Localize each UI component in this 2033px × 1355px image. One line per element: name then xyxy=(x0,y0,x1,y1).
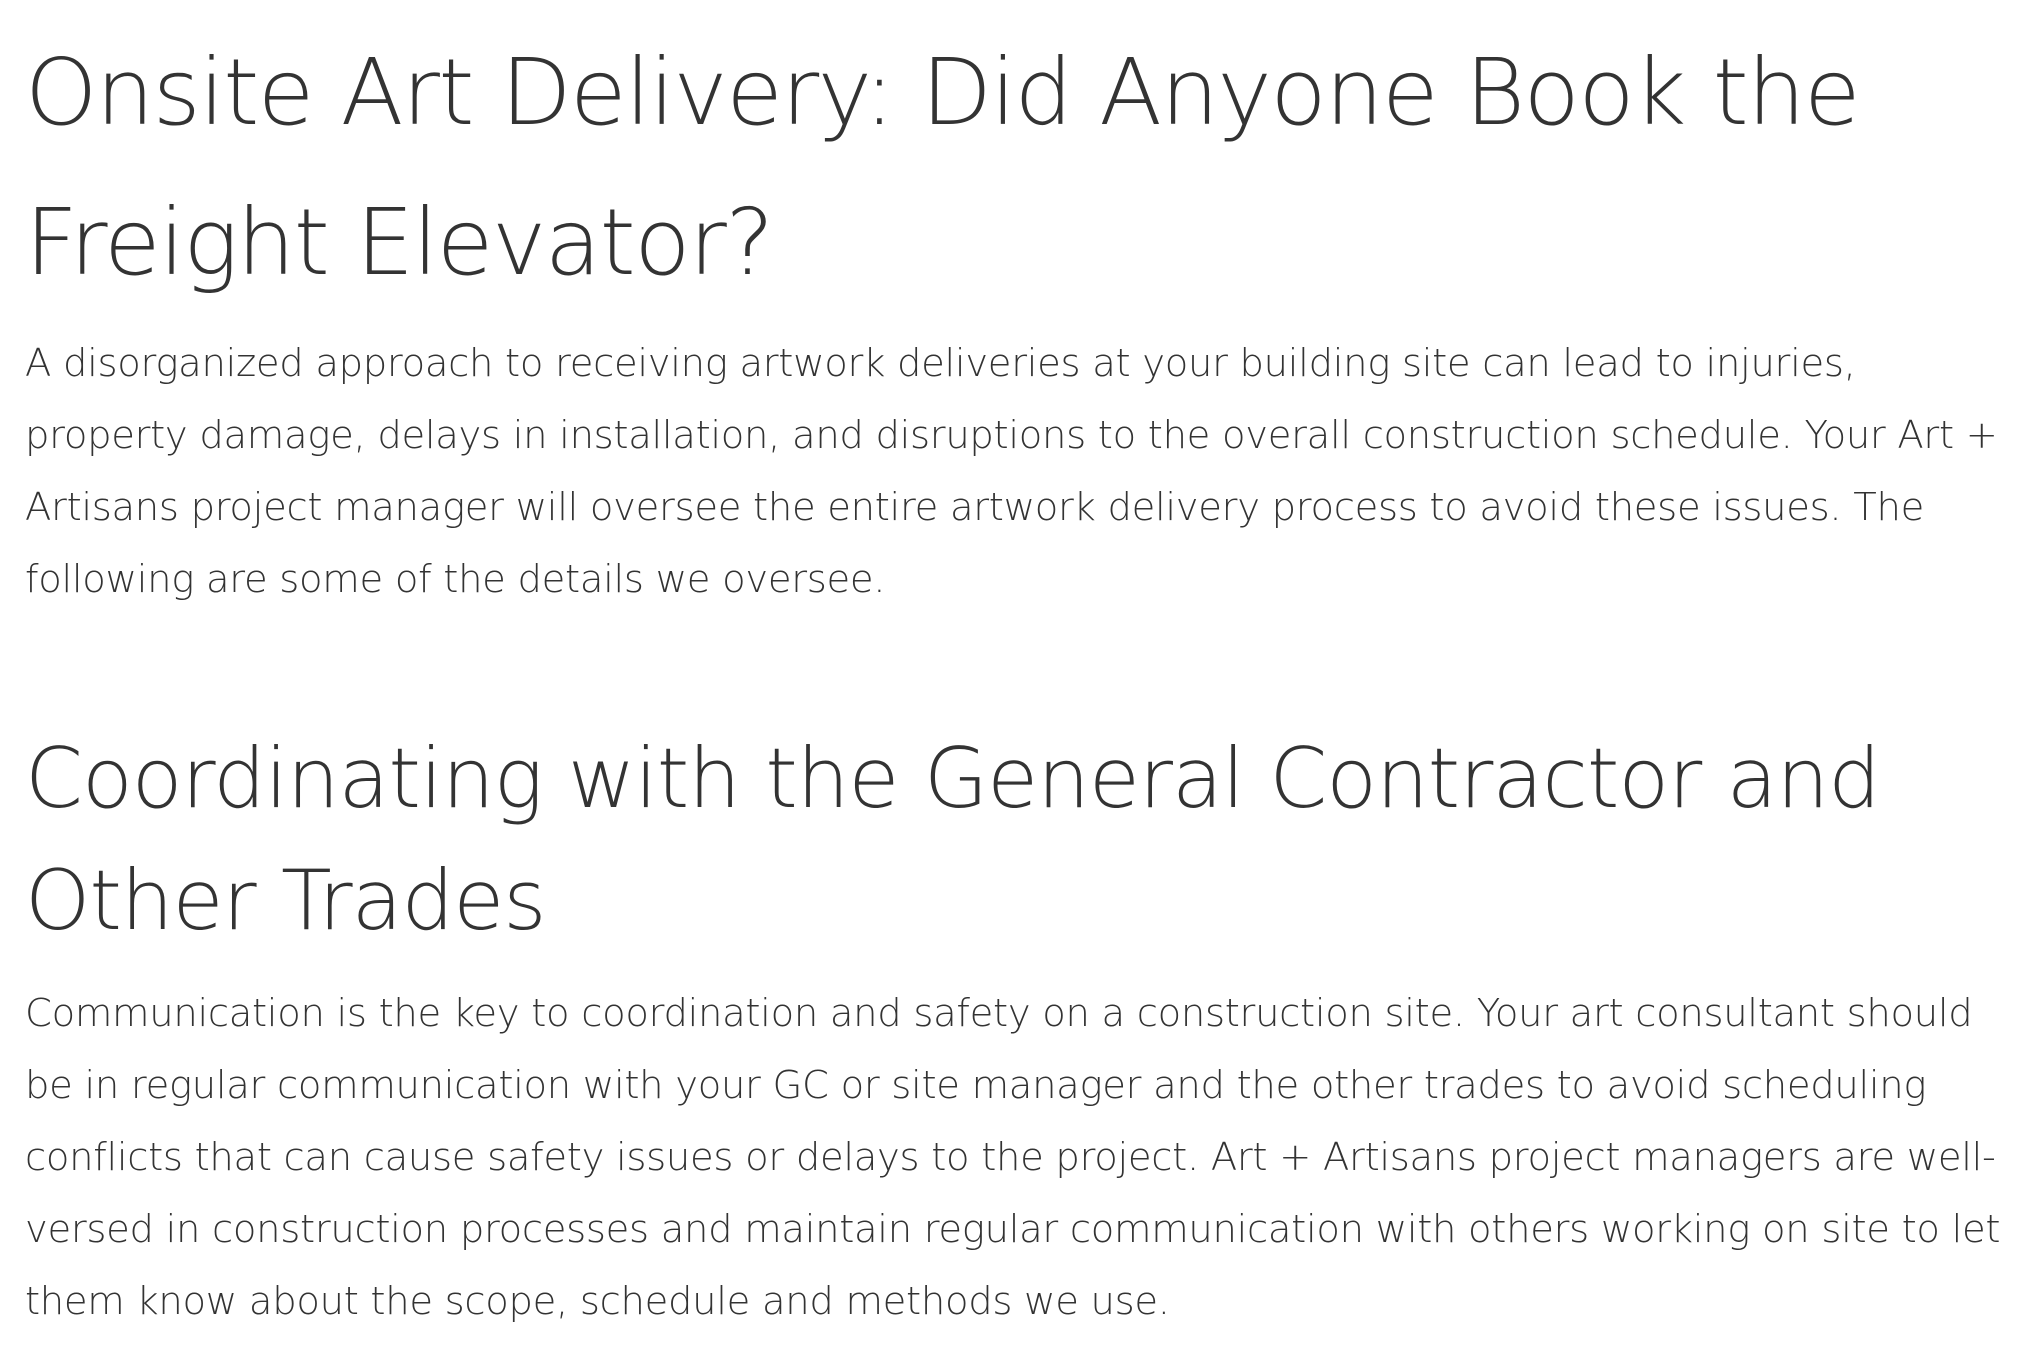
intro-paragraph: A disorganized approach to receiving artwork deliveries at your building site can lead to injuries, property damage, delays in installation, and disruptions to the overall construction schedule. Your Art + Artisans project manager will oversee the entire artwork delivery process to avoid these issues. The following are some of the details we oversee. xyxy=(25,341,1998,602)
article-title: Onsite Art Delivery: Did Anyone Book the Freight Elevator? xyxy=(25,39,1860,296)
section-heading: Coordinating with the General Contractor and Other Trades xyxy=(25,730,1880,949)
section-paragraph: Communication is the key to coordination and safety on a construction site. Your art consultant should be in regular communication with your GC or site manager and the other trades to avoid scheduling conflicts that can cause safety issues or delays to the project. Art + Artisans project managers are well-versed in construction processes and maintain regular communication with others working on site to let them know about the scope, schedule and methods we use. xyxy=(25,991,2001,1324)
